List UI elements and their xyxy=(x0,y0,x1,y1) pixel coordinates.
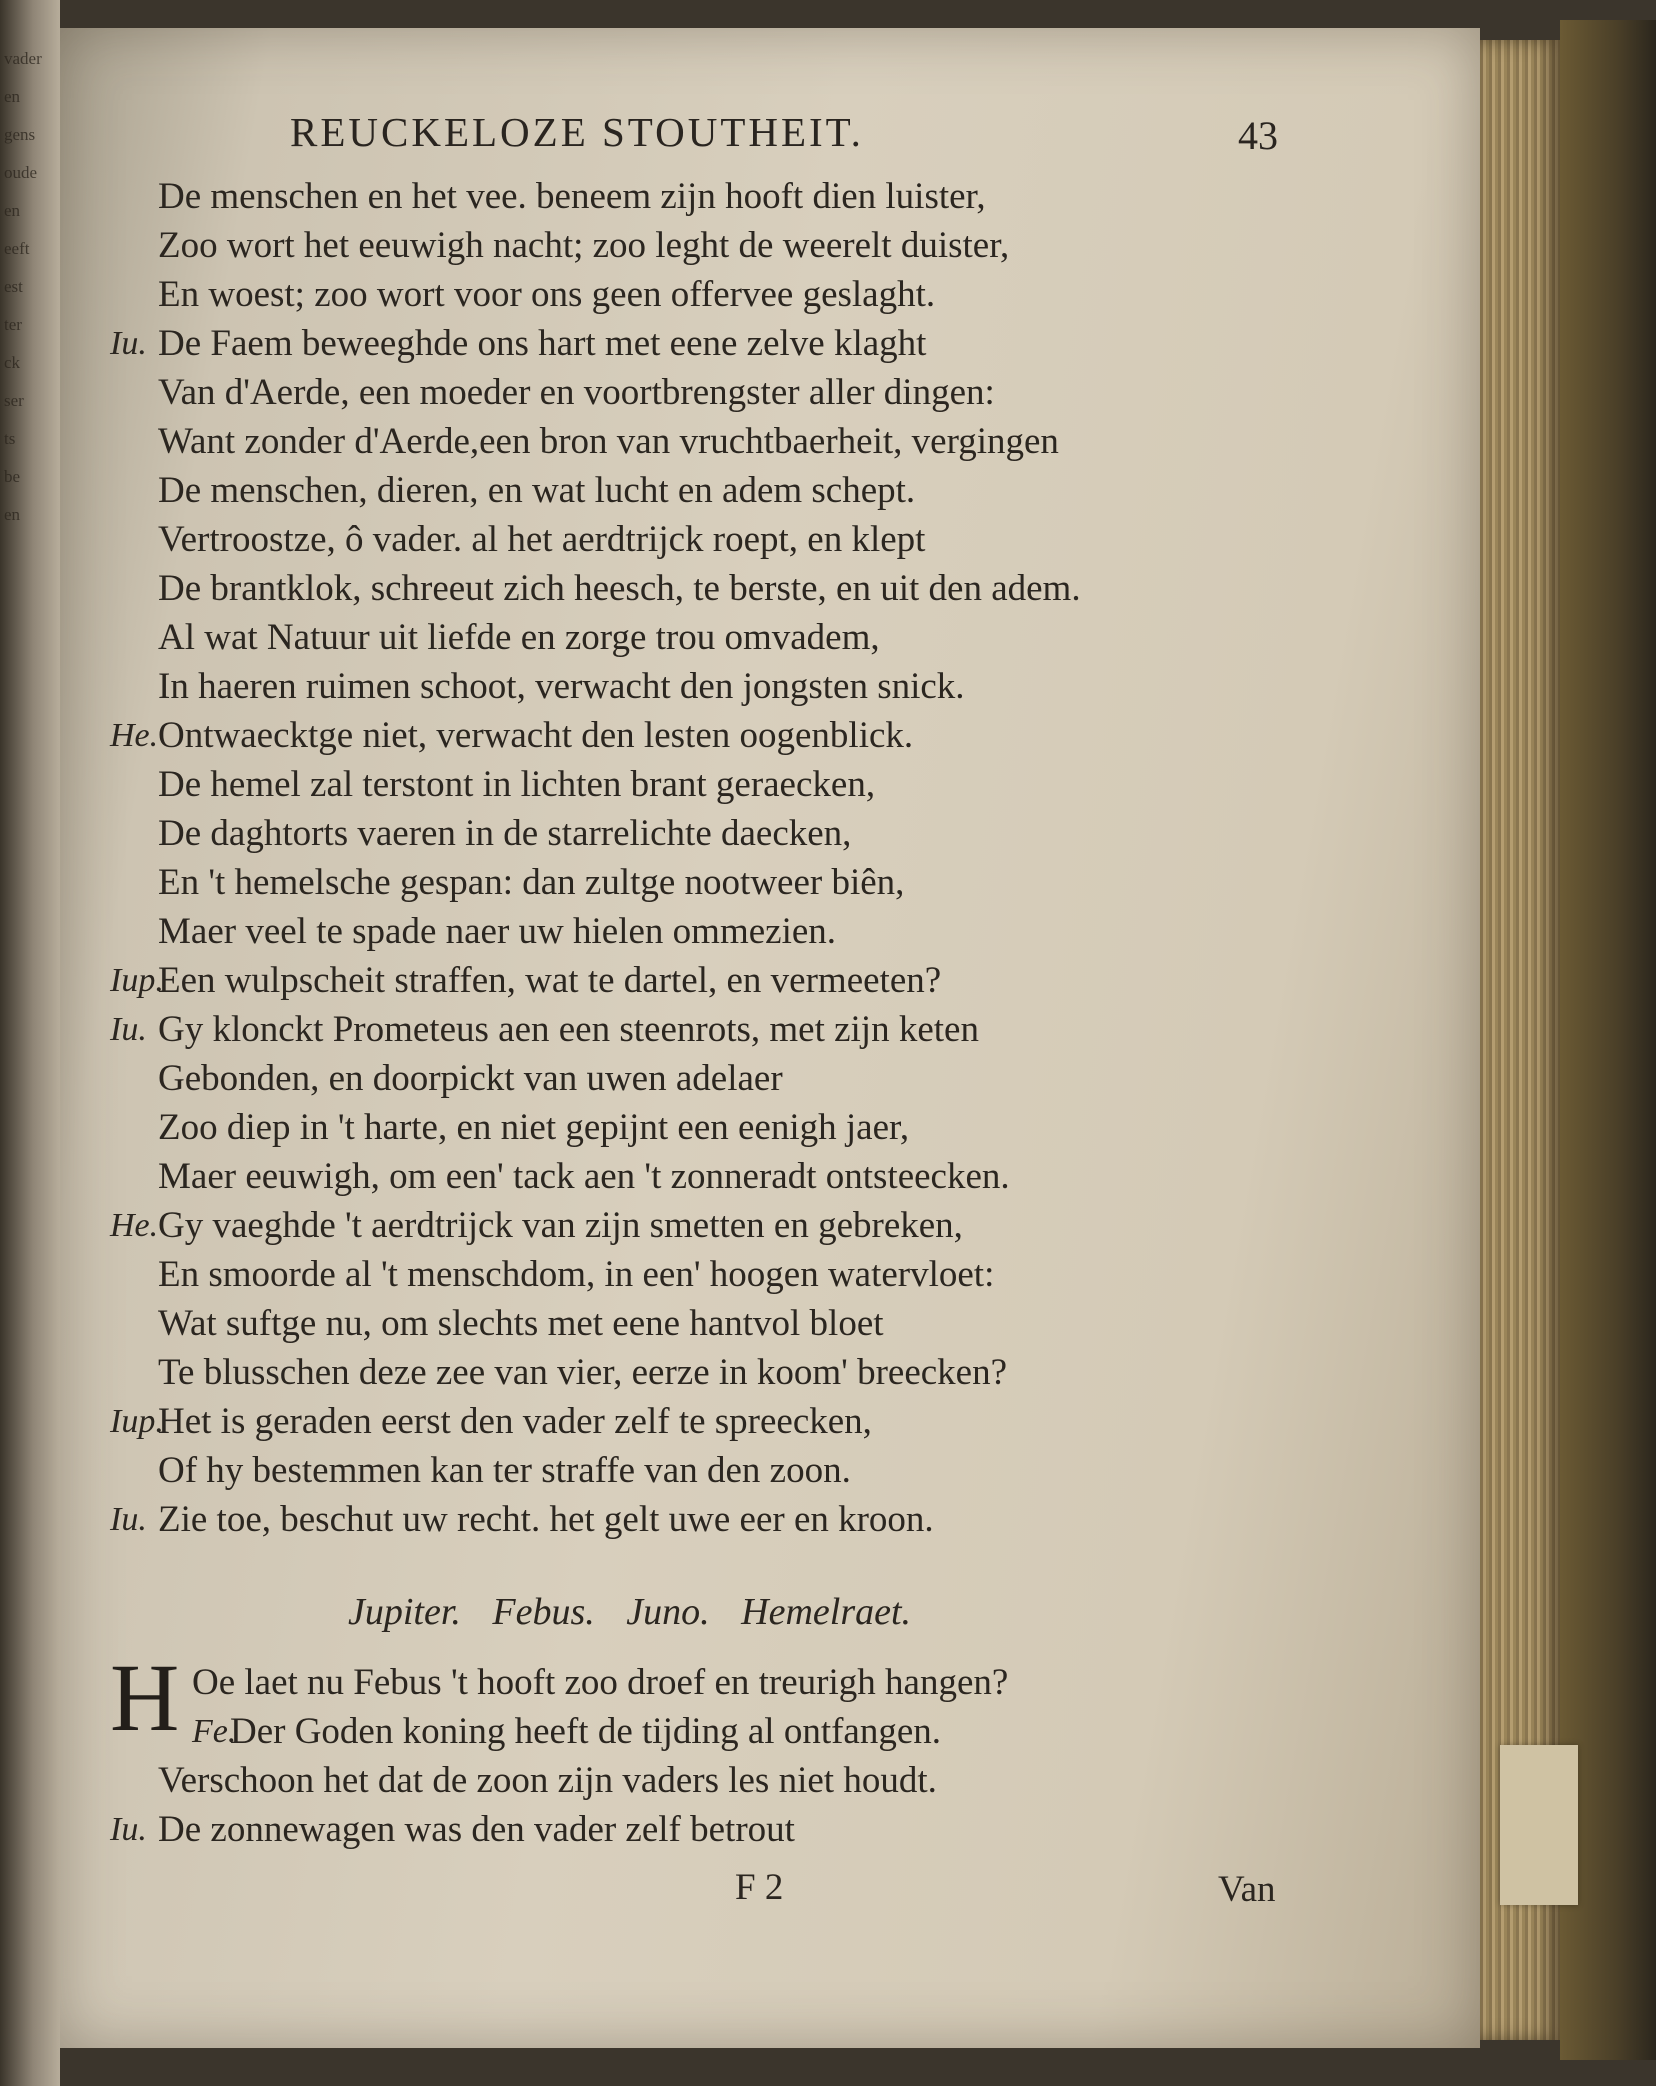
verse-line xyxy=(110,417,1340,466)
verse-text: De Faem beweeghde ons hart met eene zelve klaght xyxy=(158,323,927,364)
verse-line xyxy=(110,1152,1340,1201)
verse-line xyxy=(110,1201,1340,1250)
verse-text: De zonnewagen was den vader zelf betrout xyxy=(158,1809,795,1850)
speaker-label: He. xyxy=(110,717,159,754)
verse-line xyxy=(110,1495,1340,1544)
verse-text: De menschen, dieren, en wat lucht en adem schept. xyxy=(158,470,916,511)
verse-text: Der Goden koning heeft de tijding al ontfangen. xyxy=(230,1711,942,1752)
verse-line xyxy=(110,1348,1340,1397)
verse-line xyxy=(110,1250,1340,1299)
facing-page-fragment: est xyxy=(4,277,23,296)
verse-line xyxy=(110,1707,1340,1756)
facing-page-fragment: oude xyxy=(4,163,38,182)
verse-block-2 xyxy=(110,1658,1340,1854)
verse-text: In haeren ruimen schoot, verwacht den jongsten snick. xyxy=(158,666,965,707)
verse-text: Gebonden, en doorpickt van uwen adelaer xyxy=(158,1058,783,1099)
verse-line xyxy=(110,564,1340,613)
verse-line xyxy=(110,1299,1340,1348)
verse-text: Zie toe, beschut uw recht. het gelt uwe eer en kroon. xyxy=(158,1499,934,1540)
speaker-label: Iu. xyxy=(110,1811,147,1848)
verse-text: Gy vaeghde 't aerdtrijck van zijn smetten en gebreken, xyxy=(158,1205,963,1246)
verse-line xyxy=(110,515,1340,564)
speaker-label: Iup. xyxy=(110,1403,164,1440)
verse-line xyxy=(110,662,1340,711)
facing-page-fragment: en xyxy=(4,201,21,220)
verse-text: Al wat Natuur uit liefde en zorge trou omvadem, xyxy=(158,617,880,658)
verse-text: Want zonder d'Aerde,een bron van vruchtbaerheit, vergingen xyxy=(158,421,1059,462)
speaker-label: Iu. xyxy=(110,325,147,362)
paper-tab xyxy=(1500,1745,1578,1905)
verse-text: Verschoon het dat de zoon zijn vaders les niet houdt. xyxy=(158,1760,937,1801)
verse-line xyxy=(110,1805,1340,1854)
verse-text: Vertroostze, ô vader. al het aerdtrijck roept, en klept xyxy=(158,519,926,560)
verse-text: Ontwaecktge niet, verwacht den lesten oogenblick. xyxy=(158,715,914,756)
facing-page-text-fragments xyxy=(4,40,56,534)
verse-line xyxy=(110,172,1340,221)
speaker-label: Iup. xyxy=(110,962,164,999)
verse-text: Oe laet nu Febus 't hooft zoo droef en treurigh hangen? xyxy=(192,1662,1009,1703)
page-number: 43 xyxy=(1238,113,1278,158)
verse-text: Van d'Aerde, een moeder en voortbrengster aller dingen: xyxy=(158,372,995,413)
verse-line xyxy=(110,319,1340,368)
verse-line xyxy=(110,907,1340,956)
verse-line xyxy=(110,368,1340,417)
facing-page-fragment: ck xyxy=(4,353,21,372)
verse-text: En smoorde al 't menschdom, in een' hoogen watervloet: xyxy=(158,1254,995,1295)
verse-text: Zoo diep in 't harte, en niet gepijnt een eenigh jaer, xyxy=(158,1107,910,1148)
verse-text: En woest; zoo wort voor ons geen offervee geslaght. xyxy=(158,274,936,315)
verse-text: Of hy bestemmen kan ter straffe van den zoon. xyxy=(158,1450,851,1491)
verse-text: Gy klonckt Prometeus aen een steenrots, met zijn keten xyxy=(158,1009,979,1050)
verse-line xyxy=(110,1397,1340,1446)
verse-text: Een wulpscheit straffen, wat te dartel, en vermeeten? xyxy=(158,960,942,1001)
verse-text: En 't hemelsche gespan: dan zultge nootweer biên, xyxy=(158,862,905,903)
verse-text: De daghtorts vaeren in de starrelichte daecken, xyxy=(158,813,852,854)
verse-text: Maer veel te spade naer uw hielen ommezien. xyxy=(158,911,837,952)
speaker-label: Fe. xyxy=(192,1713,237,1750)
verse-line xyxy=(110,1446,1340,1495)
verse-block xyxy=(110,172,1340,1544)
facing-page-fragment: en xyxy=(4,87,21,106)
speaker-label: Iu. xyxy=(110,1011,147,1048)
page-block-edge xyxy=(1480,40,1560,2040)
running-head: REUCKELOZE STOUTHEIT. xyxy=(290,109,864,155)
verse-line xyxy=(110,956,1340,1005)
verse-text: Te blusschen deze zee van vier, eerze in koom' breecken? xyxy=(158,1352,1008,1393)
verse-text: De hemel zal terstont in lichten brant geraecken, xyxy=(158,764,876,805)
verse-line xyxy=(110,466,1340,515)
verse-text: Maer eeuwigh, om een' tack aen 't zonneradt ontsteecken. xyxy=(158,1156,1010,1197)
verse-line xyxy=(110,221,1340,270)
facing-page-fragment: vader xyxy=(4,49,42,68)
verse-line xyxy=(110,1054,1340,1103)
facing-page-edge xyxy=(0,0,60,2086)
verse-line xyxy=(110,1005,1340,1054)
verse-line xyxy=(110,1658,1340,1707)
verse-text: Zoo wort het eeuwigh nacht; zoo leght de weerelt duister, xyxy=(158,225,1010,266)
verse-line xyxy=(110,270,1340,319)
verse-line xyxy=(110,1103,1340,1152)
signature-mark: F 2 xyxy=(735,1867,784,1908)
verse-text: Wat suftge nu, om slechts met eene hantvol bloet xyxy=(158,1303,884,1344)
catchword: Van xyxy=(1218,1869,1276,1910)
facing-page-fragment: be xyxy=(4,467,21,486)
verse-text: De brantklok, schreeut zich heesch, te berste, en uit den adem. xyxy=(158,568,1081,609)
verse-line xyxy=(110,760,1340,809)
verse-line xyxy=(110,858,1340,907)
speaker-label: He. xyxy=(110,1207,159,1244)
verse-line xyxy=(110,613,1340,662)
facing-page-fragment: gens xyxy=(4,125,36,144)
speaker-label: Iu. xyxy=(110,1501,147,1538)
verse-line xyxy=(110,1756,1340,1805)
facing-page-fragment: ts xyxy=(4,429,16,448)
facing-page-fragment: ter xyxy=(4,315,22,334)
verse-text: Het is geraden eerst den vader zelf te spreecken, xyxy=(158,1401,872,1442)
verse-line xyxy=(110,809,1340,858)
scene-heading: Jupiter. Febus. Juno. Hemelraet. xyxy=(348,1591,912,1633)
drop-capital: H xyxy=(110,1644,180,1751)
facing-page-fragment: eeft xyxy=(4,239,30,258)
facing-page-fragment: en xyxy=(4,505,21,524)
verse-line xyxy=(110,711,1340,760)
facing-page-fragment: ser xyxy=(4,391,24,410)
verse-text: De menschen en het vee. beneem zijn hooft dien luister, xyxy=(158,176,986,217)
